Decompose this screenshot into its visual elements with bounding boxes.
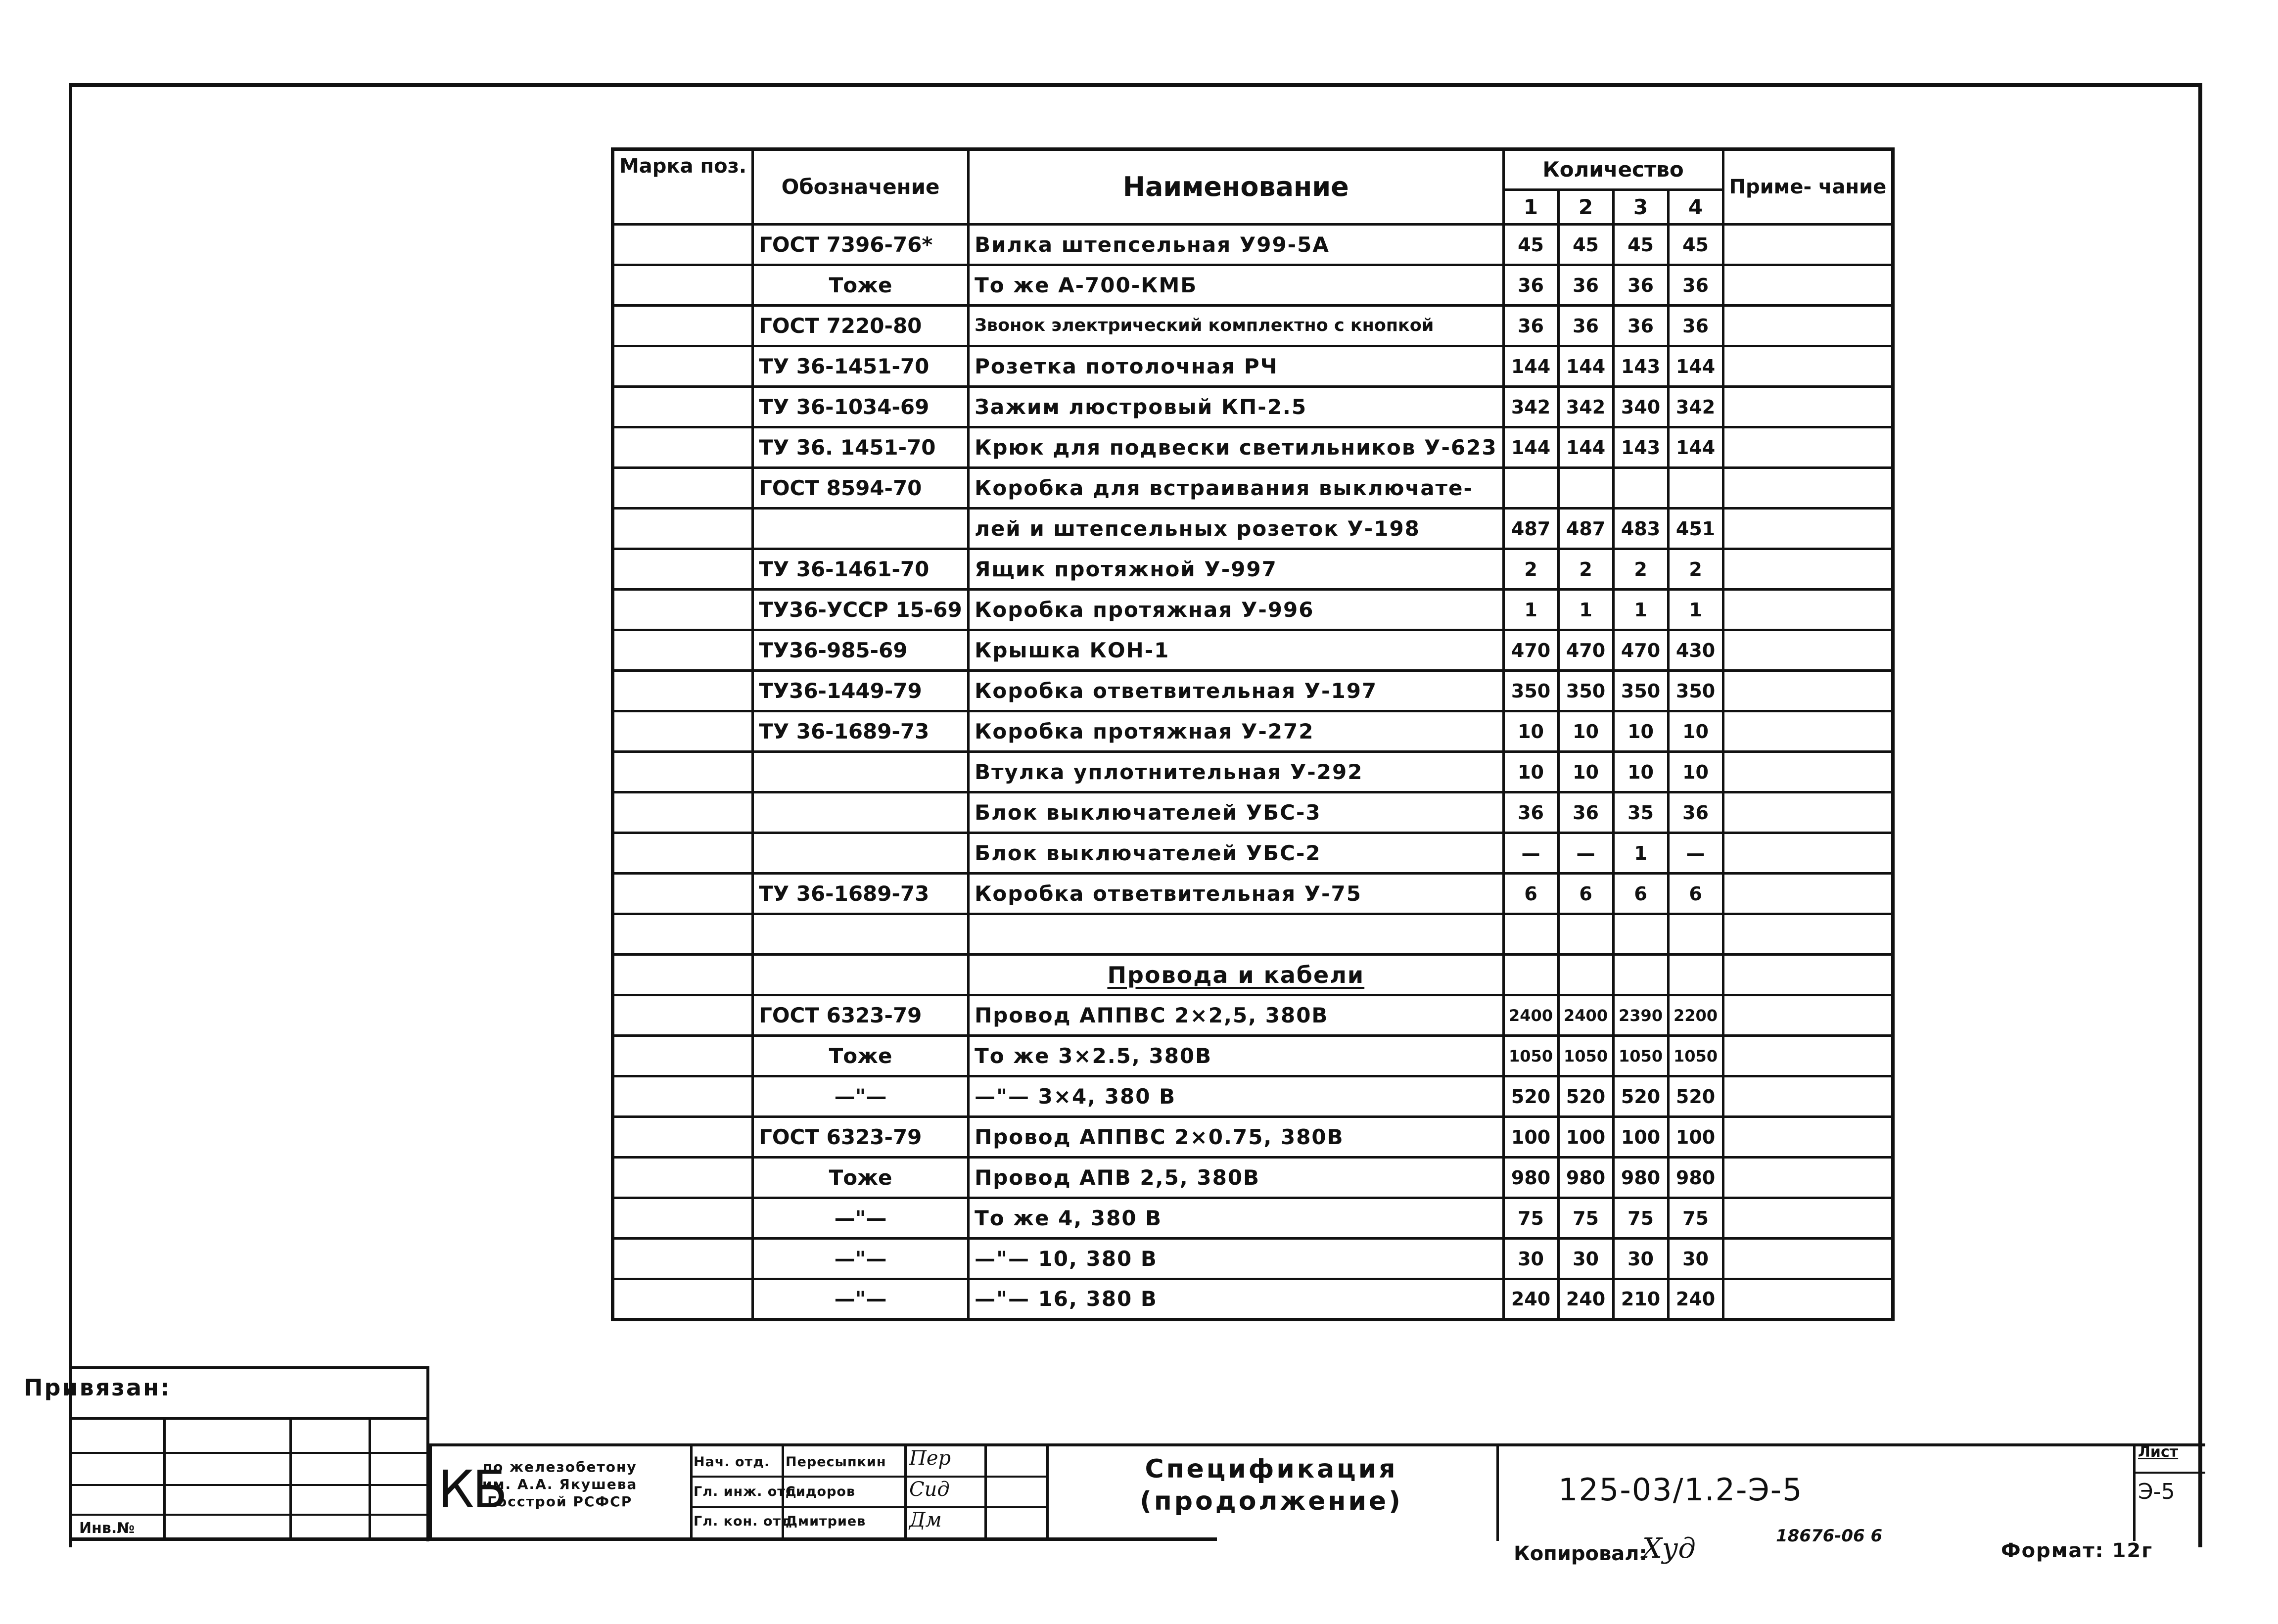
table-row — [613, 1279, 1893, 1320]
cell-quantity: 36 — [1558, 265, 1613, 306]
binding-label: Привязан: — [24, 1374, 171, 1401]
table-row — [613, 306, 1893, 346]
cell-name: Коробка ответвительная У-75 — [969, 874, 1503, 914]
cell-quantity: 1050 — [1668, 1036, 1723, 1076]
cell-quantity: — — [1558, 833, 1613, 874]
signature: Пер — [909, 1447, 951, 1470]
cell-quantity: 75 — [1613, 1198, 1668, 1239]
format-label: Формат: 12г — [2001, 1539, 2153, 1562]
cell-quantity: 980 — [1613, 1158, 1668, 1198]
table-row — [613, 549, 1893, 590]
cell-quantity: 487 — [1503, 509, 1558, 549]
cell-note — [1723, 1036, 1893, 1076]
organization-line: по железобетону — [482, 1459, 637, 1475]
cell-note — [1723, 752, 1893, 792]
cell-designation: ТУ36-1449-79 — [753, 671, 969, 711]
cell-quantity: 143 — [1613, 427, 1668, 468]
cell-designation: ТУ 36-1461-70 — [753, 549, 969, 590]
signature: Дм — [909, 1509, 942, 1531]
cell-note — [1723, 792, 1893, 833]
cell-quantity: 350 — [1668, 671, 1723, 711]
cell-designation — [753, 792, 969, 833]
cell-quantity: 6 — [1503, 874, 1558, 914]
cell-quantity: 342 — [1668, 387, 1723, 427]
cell-quantity: 36 — [1668, 306, 1723, 346]
table-row — [613, 630, 1893, 671]
title-block-rule — [984, 1443, 987, 1541]
table-row — [613, 792, 1893, 833]
cell-mark — [613, 914, 753, 955]
cell-note — [1723, 225, 1893, 265]
cell-name: Зажим люстровый КП-2.5 — [969, 387, 1503, 427]
cell-name: То же 4, 380 В — [969, 1198, 1503, 1239]
cell-quantity: 35 — [1613, 792, 1668, 833]
cell-quantity: 210 — [1613, 1279, 1668, 1320]
cell-quantity: 980 — [1558, 1158, 1613, 1198]
cell-designation: —"— — [753, 1239, 969, 1279]
cell-note — [1723, 306, 1893, 346]
cell-quantity: 10 — [1613, 752, 1668, 792]
cell-quantity: 483 — [1613, 509, 1668, 549]
role-chief-designer: Гл. кон. отд. — [694, 1514, 798, 1529]
cell-name — [969, 914, 1503, 955]
cell-quantity: 1 — [1613, 833, 1668, 874]
cell-mark — [613, 874, 753, 914]
table-row — [613, 468, 1893, 509]
binding-rule — [69, 1417, 429, 1420]
cell-quantity: 340 — [1613, 387, 1668, 427]
cell-name: Крышка КОН-1 — [969, 630, 1503, 671]
cell-mark — [613, 1279, 753, 1320]
cell-quantity: — — [1503, 833, 1558, 874]
cell-note — [1723, 590, 1893, 630]
header-quantity-col: 2 — [1558, 190, 1613, 225]
cell-designation: ТУ36-985-69 — [753, 630, 969, 671]
cell-name: Блок выключателей УБС-3 — [969, 792, 1503, 833]
cell-quantity: 144 — [1503, 346, 1558, 387]
cell-name: То же 3×2.5, 380В — [969, 1036, 1503, 1076]
cell-name: лей и штепсельных розеток У-198 — [969, 509, 1503, 549]
cell-designation: ТУ36-УССР 15-69 — [753, 590, 969, 630]
role-head-of-department: Нач. отд. — [694, 1454, 770, 1470]
table-row — [613, 1158, 1893, 1198]
cell-note — [1723, 914, 1893, 955]
cell-quantity — [1558, 468, 1613, 509]
cell-name: То же А-700-КМБ — [969, 265, 1503, 306]
table-row — [613, 752, 1893, 792]
cell-name: Провод АППВС 2×0.75, 380В — [969, 1117, 1503, 1158]
cell-note — [1723, 630, 1893, 671]
organization-line: им. А.А. Якушева — [482, 1476, 638, 1492]
title-block-rule — [2133, 1443, 2136, 1541]
cell-quantity: 2 — [1503, 549, 1558, 590]
signature: Сид — [909, 1478, 950, 1501]
cell-designation — [753, 509, 969, 549]
cell-mark — [613, 1239, 753, 1279]
cell-quantity: 6 — [1668, 874, 1723, 914]
cell-designation: ТУ 36-1034-69 — [753, 387, 969, 427]
cell-quantity: 144 — [1558, 346, 1613, 387]
binding-rule — [289, 1417, 292, 1541]
cell-quantity: 30 — [1668, 1239, 1723, 1279]
cell-note — [1723, 1158, 1893, 1198]
cell-quantity: 10 — [1503, 711, 1558, 752]
cell-quantity — [1503, 955, 1558, 995]
cell-quantity: 6 — [1613, 874, 1668, 914]
cell-quantity: 240 — [1503, 1279, 1558, 1320]
cell-quantity: 1050 — [1613, 1036, 1668, 1076]
cell-name: Втулка уплотнительная У-292 — [969, 752, 1503, 792]
cell-mark — [613, 346, 753, 387]
cell-quantity: 520 — [1668, 1076, 1723, 1117]
cell-quantity — [1613, 914, 1668, 955]
role-chief-engineer: Гл. инж. отд. — [694, 1484, 802, 1499]
cell-designation: ГОСТ 7220-80 — [753, 306, 969, 346]
organization-name — [482, 1458, 637, 1510]
cell-quantity: 470 — [1558, 630, 1613, 671]
cell-name: Провод АППВС 2×2,5, 380В — [969, 995, 1503, 1036]
cell-quantity: 350 — [1503, 671, 1558, 711]
table-row — [613, 833, 1893, 874]
cell-quantity — [1613, 955, 1668, 995]
cell-note — [1723, 995, 1893, 1036]
cell-mark — [613, 468, 753, 509]
cell-name: Коробка протяжная У-996 — [969, 590, 1503, 630]
binding-bottom-rule — [69, 1537, 1217, 1541]
cell-quantity: 100 — [1503, 1117, 1558, 1158]
title-block-rule — [429, 1443, 432, 1541]
cell-quantity: 143 — [1613, 346, 1668, 387]
cell-quantity — [1613, 468, 1668, 509]
table-row — [613, 387, 1893, 427]
cell-quantity: 2 — [1558, 549, 1613, 590]
cell-name: Крюк для подвески светильников У-623 — [969, 427, 1503, 468]
cell-name: —"— 10, 380 В — [969, 1239, 1503, 1279]
cell-name: Коробка для встраивания выключате- — [969, 468, 1503, 509]
cell-quantity — [1503, 914, 1558, 955]
cell-designation: ГОСТ 6323-79 — [753, 995, 969, 1036]
cell-quantity: 100 — [1558, 1117, 1613, 1158]
cell-name: Провода и кабели — [969, 955, 1503, 995]
cell-mark — [613, 1036, 753, 1076]
cell-designation: ТУ 36. 1451-70 — [753, 427, 969, 468]
cell-quantity: 240 — [1668, 1279, 1723, 1320]
cell-mark — [613, 306, 753, 346]
cell-quantity — [1668, 914, 1723, 955]
cell-quantity: 1 — [1613, 590, 1668, 630]
table-row — [613, 711, 1893, 752]
document-title-main: Спецификация — [1145, 1454, 1398, 1484]
header-quantity-col: 1 — [1503, 190, 1558, 225]
table-row — [613, 509, 1893, 549]
cell-note — [1723, 387, 1893, 427]
table-row — [613, 590, 1893, 630]
cell-name: Вилка штепсельная У99-5А — [969, 225, 1503, 265]
specification-table — [611, 147, 1895, 1321]
cell-mark — [613, 752, 753, 792]
header-quantity: Количество — [1503, 149, 1723, 190]
cell-quantity: 6 — [1558, 874, 1613, 914]
header-mark: Марка поз. — [613, 149, 753, 225]
cell-mark — [613, 955, 753, 995]
cell-quantity: 451 — [1668, 509, 1723, 549]
cell-mark — [613, 265, 753, 306]
cell-quantity: 1 — [1668, 590, 1723, 630]
cell-quantity — [1558, 955, 1613, 995]
cell-note — [1723, 833, 1893, 874]
cell-quantity: 2400 — [1503, 995, 1558, 1036]
cell-quantity: 342 — [1503, 387, 1558, 427]
binding-rule — [369, 1417, 371, 1541]
cell-quantity: 1050 — [1503, 1036, 1558, 1076]
cell-quantity — [1558, 914, 1613, 955]
cell-quantity: 36 — [1613, 265, 1668, 306]
specification-body — [613, 225, 1893, 1320]
person-name: Сидоров — [786, 1484, 856, 1499]
cell-quantity: 470 — [1503, 630, 1558, 671]
cell-quantity: 980 — [1668, 1158, 1723, 1198]
cell-quantity: 10 — [1668, 711, 1723, 752]
table-row — [613, 1239, 1893, 1279]
binding-rule — [163, 1417, 166, 1541]
cell-quantity: 45 — [1503, 225, 1558, 265]
cell-designation: ГОСТ 7396-76* — [753, 225, 969, 265]
cell-note — [1723, 346, 1893, 387]
cell-quantity: 1050 — [1558, 1036, 1613, 1076]
header-designation: Обозначение — [753, 149, 969, 225]
cell-quantity: 10 — [1503, 752, 1558, 792]
table-row — [613, 346, 1893, 387]
cell-quantity: 520 — [1613, 1076, 1668, 1117]
cell-quantity: 240 — [1558, 1279, 1613, 1320]
cell-quantity: 100 — [1613, 1117, 1668, 1158]
cell-quantity: 45 — [1668, 225, 1723, 265]
document-code: 125-03/1.2-Э-5 — [1558, 1472, 1803, 1508]
cell-mark — [613, 1198, 753, 1239]
cell-quantity: 45 — [1613, 225, 1668, 265]
cell-mark — [613, 711, 753, 752]
cell-mark — [613, 630, 753, 671]
cell-quantity: 2390 — [1613, 995, 1668, 1036]
table-row — [613, 995, 1893, 1036]
cell-quantity: 36 — [1558, 792, 1613, 833]
cell-name: —"— 16, 380 В — [969, 1279, 1503, 1320]
cell-quantity: 36 — [1558, 306, 1613, 346]
cell-designation: ТУ 36-1689-73 — [753, 711, 969, 752]
sheet-number: Э-5 — [2138, 1479, 2175, 1504]
cell-designation — [753, 914, 969, 955]
title-block-rule — [2133, 1472, 2205, 1474]
cell-name: Провод АПВ 2,5, 380В — [969, 1158, 1503, 1198]
cell-quantity: 520 — [1503, 1076, 1558, 1117]
cell-mark — [613, 427, 753, 468]
cell-quantity: 144 — [1503, 427, 1558, 468]
cell-quantity: 487 — [1558, 509, 1613, 549]
binding-rule — [69, 1514, 429, 1516]
cell-note — [1723, 1117, 1893, 1158]
cell-mark — [613, 995, 753, 1036]
cell-quantity: 350 — [1558, 671, 1613, 711]
cell-designation: ТУ 36-1451-70 — [753, 346, 969, 387]
cell-quantity: 36 — [1613, 306, 1668, 346]
cell-designation: Тоже — [753, 1036, 969, 1076]
cell-note — [1723, 955, 1893, 995]
cell-mark — [613, 225, 753, 265]
cell-note — [1723, 509, 1893, 549]
cell-note — [1723, 874, 1893, 914]
cell-quantity: 144 — [1558, 427, 1613, 468]
cell-mark — [613, 1076, 753, 1117]
cell-designation — [753, 955, 969, 995]
cell-quantity: 1 — [1503, 590, 1558, 630]
cell-name: Коробка ответвительная У-197 — [969, 671, 1503, 711]
header-quantity-col: 4 — [1668, 190, 1723, 225]
table-row — [613, 955, 1893, 995]
person-name: Дмитриев — [786, 1514, 866, 1529]
cell-quantity: 36 — [1503, 265, 1558, 306]
title-block-rule — [690, 1506, 1046, 1508]
table-row — [613, 1117, 1893, 1158]
cell-quantity: 75 — [1558, 1198, 1613, 1239]
cell-quantity — [1503, 468, 1558, 509]
table-row — [613, 1076, 1893, 1117]
document-title-sub: (продолжение) — [1140, 1486, 1403, 1516]
cell-mark — [613, 590, 753, 630]
cell-designation: Тоже — [753, 265, 969, 306]
cell-name: Розетка потолочная РЧ — [969, 346, 1503, 387]
cell-quantity: 45 — [1558, 225, 1613, 265]
cell-note — [1723, 1198, 1893, 1239]
cell-mark — [613, 1158, 753, 1198]
title-block-rule — [904, 1443, 907, 1541]
cell-quantity: 2200 — [1668, 995, 1723, 1036]
cell-quantity: 430 — [1668, 630, 1723, 671]
cell-quantity: 470 — [1613, 630, 1668, 671]
binding-rule — [69, 1452, 429, 1454]
cell-quantity: 980 — [1503, 1158, 1558, 1198]
cell-note — [1723, 427, 1893, 468]
cell-quantity: 100 — [1668, 1117, 1723, 1158]
cell-quantity: 36 — [1668, 792, 1723, 833]
cell-note — [1723, 549, 1893, 590]
order-number: 18676-06 6 — [1776, 1526, 1883, 1546]
cell-name: Звонок электрический комплектно с кнопкой — [969, 306, 1503, 346]
cell-mark — [613, 1117, 753, 1158]
person-name: Пересыпкин — [786, 1454, 886, 1470]
cell-quantity: 1 — [1558, 590, 1613, 630]
binding-rule — [69, 1484, 429, 1486]
cell-note — [1723, 265, 1893, 306]
cell-mark — [613, 509, 753, 549]
cell-quantity: 30 — [1558, 1239, 1613, 1279]
copied-signature: Худ — [1642, 1532, 1696, 1565]
cell-quantity: 36 — [1668, 265, 1723, 306]
cell-quantity: — — [1668, 833, 1723, 874]
cell-designation: Тоже — [753, 1158, 969, 1198]
cell-mark — [613, 387, 753, 427]
cell-designation — [753, 752, 969, 792]
table-row — [613, 225, 1893, 265]
cell-mark — [613, 549, 753, 590]
cell-quantity: 10 — [1668, 752, 1723, 792]
cell-designation: ГОСТ 6323-79 — [753, 1117, 969, 1158]
cell-quantity: 30 — [1613, 1239, 1668, 1279]
cell-quantity: 36 — [1503, 306, 1558, 346]
cell-quantity: 10 — [1613, 711, 1668, 752]
cell-note — [1723, 711, 1893, 752]
copied-label: Копировал: — [1514, 1542, 1647, 1565]
cell-quantity: 2 — [1668, 549, 1723, 590]
cell-name: Коробка протяжная У-272 — [969, 711, 1503, 752]
cell-mark — [613, 792, 753, 833]
cell-name: —"— 3×4, 380 В — [969, 1076, 1503, 1117]
cell-quantity: 342 — [1558, 387, 1613, 427]
cell-designation: —"— — [753, 1076, 969, 1117]
table-row — [613, 265, 1893, 306]
header-name: Наименование — [969, 149, 1503, 225]
cell-name: Блок выключателей УБС-2 — [969, 833, 1503, 874]
inventory-label: Инв.№ — [79, 1520, 135, 1537]
cell-quantity: 75 — [1503, 1198, 1558, 1239]
cell-designation: —"— — [753, 1279, 969, 1320]
header-quantity-col: 3 — [1613, 190, 1668, 225]
cell-quantity: 144 — [1668, 427, 1723, 468]
cell-designation — [753, 833, 969, 874]
cell-note — [1723, 1239, 1893, 1279]
title-block-rule — [690, 1476, 1046, 1478]
cell-designation: ГОСТ 8594-70 — [753, 468, 969, 509]
cell-designation: ТУ 36-1689-73 — [753, 874, 969, 914]
cell-quantity: 75 — [1668, 1198, 1723, 1239]
cell-quantity: 2400 — [1558, 995, 1613, 1036]
table-row — [613, 1036, 1893, 1076]
cell-name: Ящик протяжной У-997 — [969, 549, 1503, 590]
sheet-label: Лист — [2138, 1443, 2179, 1461]
organization-line: Госстрой РСФСР — [487, 1493, 633, 1510]
table-row — [613, 427, 1893, 468]
cell-note — [1723, 1279, 1893, 1320]
cell-mark — [613, 833, 753, 874]
cell-quantity: 520 — [1558, 1076, 1613, 1117]
table-row — [613, 874, 1893, 914]
cell-quantity: 36 — [1503, 792, 1558, 833]
title-block-rule — [1496, 1443, 1499, 1541]
table-row — [613, 914, 1893, 955]
document-title — [1049, 1453, 1494, 1518]
table-row — [613, 1198, 1893, 1239]
cell-note — [1723, 671, 1893, 711]
cell-quantity: 10 — [1558, 711, 1613, 752]
table-row — [613, 671, 1893, 711]
title-block-top-rule — [429, 1443, 2205, 1446]
cell-designation: —"— — [753, 1198, 969, 1239]
cell-quantity — [1668, 955, 1723, 995]
cell-note — [1723, 468, 1893, 509]
cell-quantity — [1668, 468, 1723, 509]
header-note: Приме- чание — [1723, 149, 1893, 225]
cell-quantity: 2 — [1613, 549, 1668, 590]
cell-quantity: 350 — [1613, 671, 1668, 711]
cell-quantity: 10 — [1558, 752, 1613, 792]
cell-quantity: 144 — [1668, 346, 1723, 387]
title-block-rule — [690, 1443, 693, 1541]
cell-quantity: 30 — [1503, 1239, 1558, 1279]
kb-letters: КБ — [438, 1459, 506, 1520]
cell-note — [1723, 1076, 1893, 1117]
cell-mark — [613, 671, 753, 711]
